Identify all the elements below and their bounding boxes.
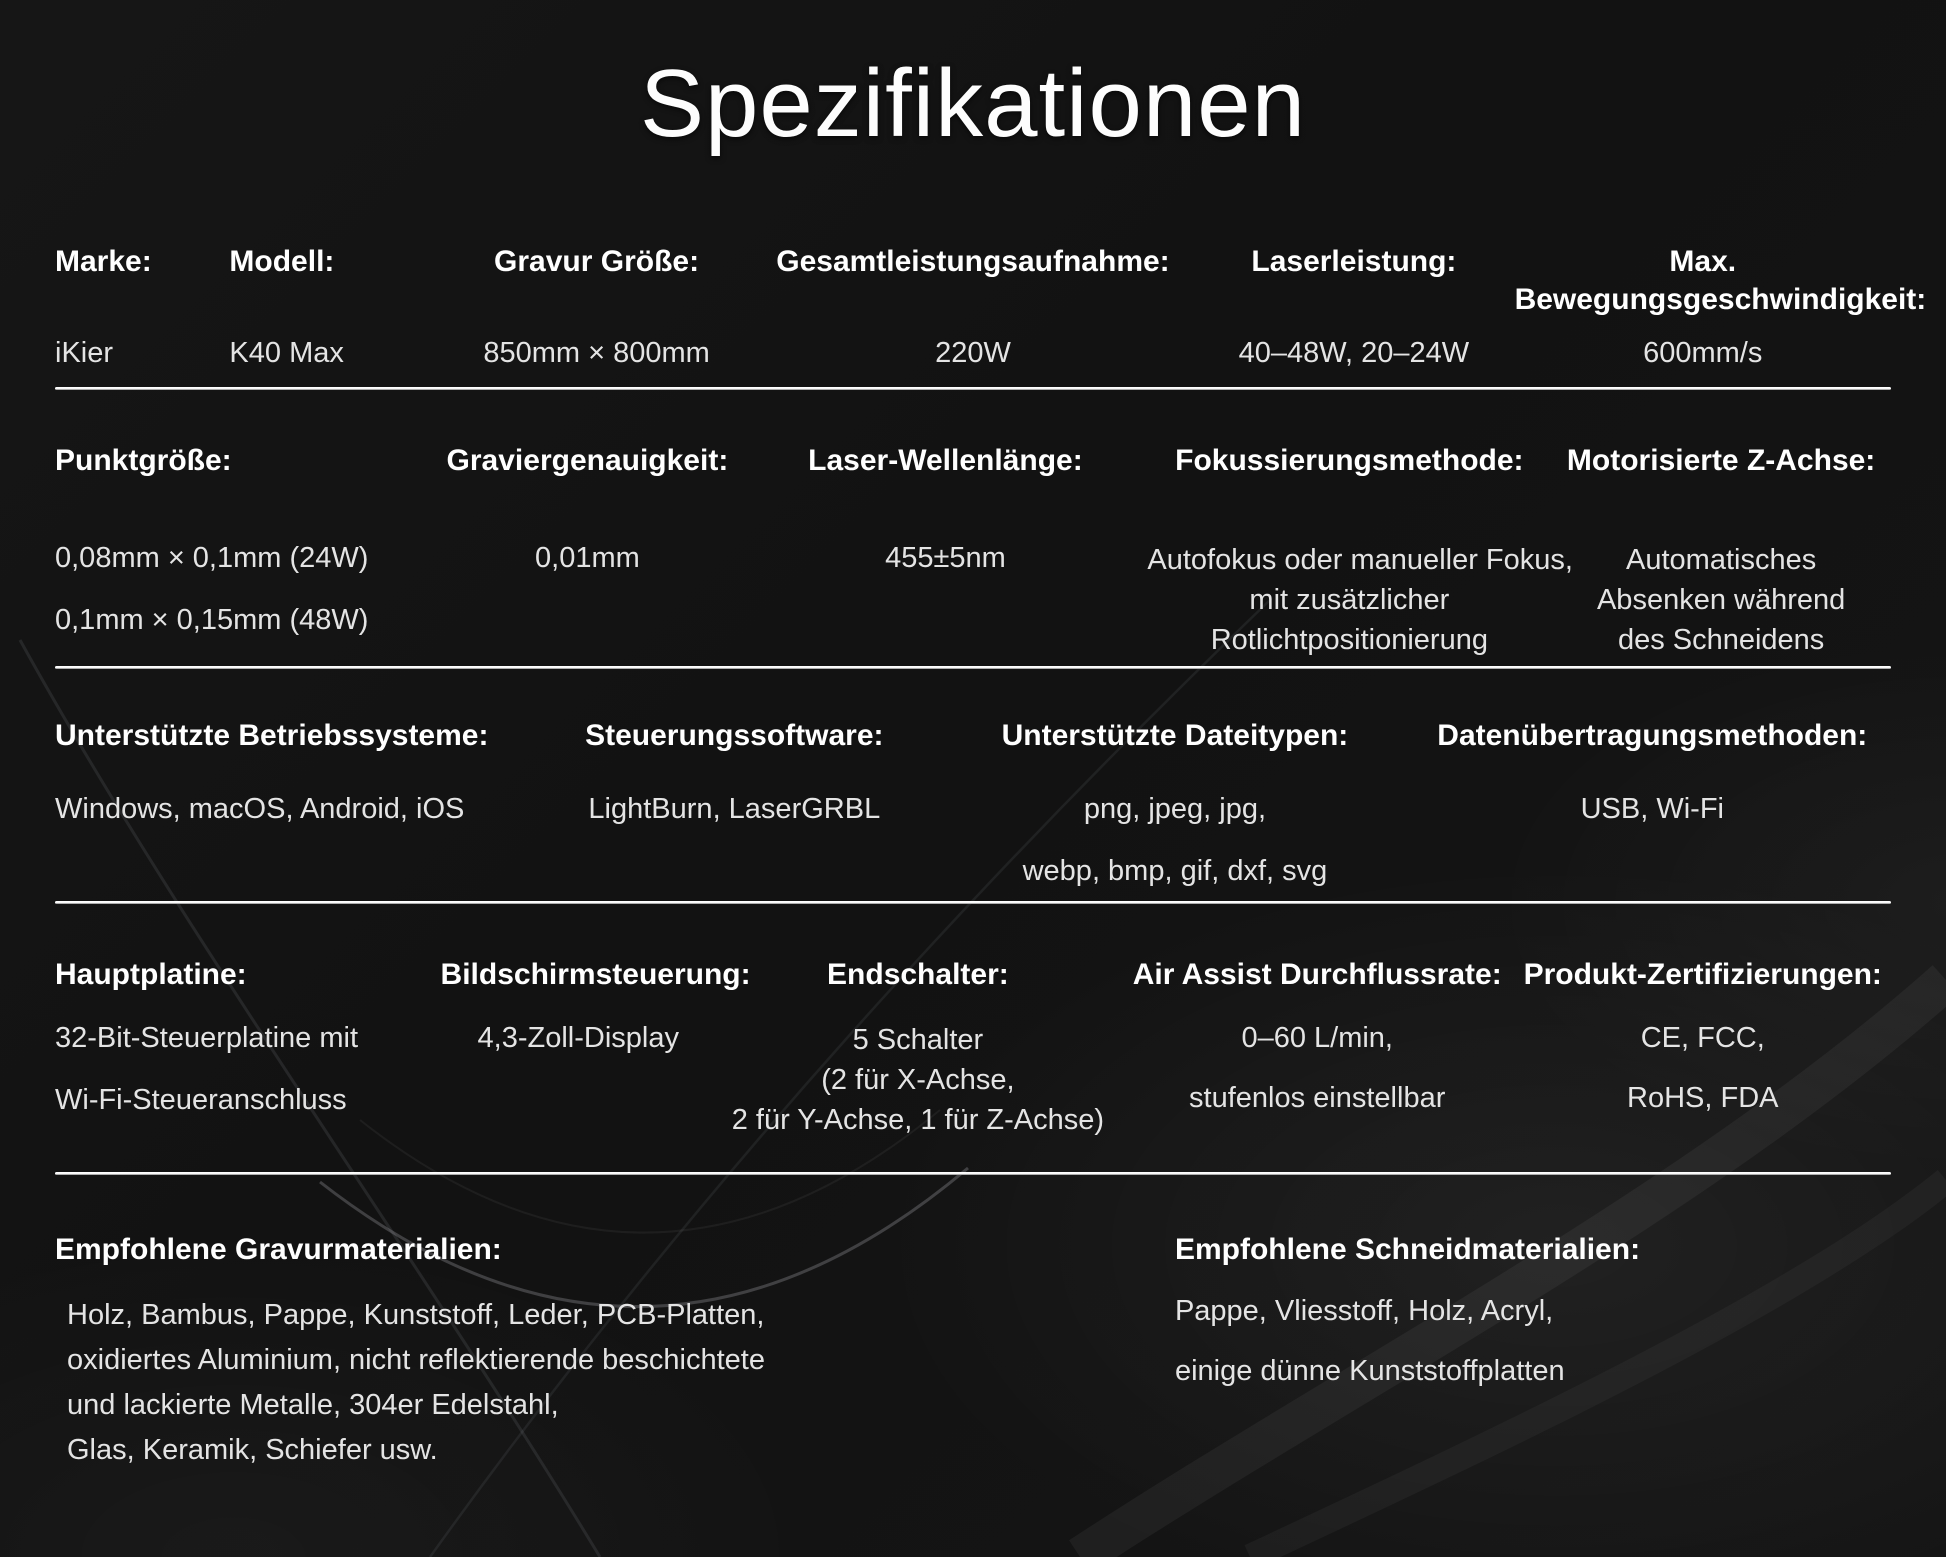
spec-label-endschalter: Endschalter:: [827, 957, 1009, 991]
spec-value-line: 0,08mm × 0,1mm (24W): [55, 541, 369, 574]
spec-value-line: LightBurn, LaserGRBL: [588, 792, 881, 825]
spec-row-software: [55, 717, 1891, 889]
spec-value-line: 220W: [935, 336, 1011, 369]
spec-value-line: Holz, Bambus, Pappe, Kunststoff, Leder, PCB-Platten,: [67, 1298, 765, 1331]
spec-value-bildschirmsteuerung: [441, 1020, 716, 1056]
section-divider: [55, 666, 1891, 669]
spec-value-line: stufenlos einstellbar: [1189, 1081, 1446, 1114]
spec-value-line: USB, Wi-Fi: [1580, 792, 1724, 825]
spec-value-schneidmaterialien: [1175, 1293, 1891, 1389]
spec-value-laserleistung: [1193, 335, 1514, 371]
spec-row-general: [55, 243, 1927, 371]
spec-label-gesamtleistungsaufnahme: Gesamtleistungsaufnahme:: [776, 244, 1170, 278]
spec-value-line: 2 für Y-Achse, 1 für Z-Achse): [731, 1103, 1105, 1136]
spec-value-line: Absenken während: [1596, 583, 1846, 616]
spec-label-graviergenauigkeit: Graviergenauigkeit:: [446, 443, 729, 477]
section-divider: [55, 1172, 1891, 1175]
spec-label-line: Max.: [1669, 244, 1737, 278]
spec-row-hardware: [55, 956, 1891, 1140]
spec-label-marke: Marke:: [55, 244, 152, 278]
spec-value-graviergenauigkeit: [431, 540, 743, 576]
spec-value-endschalter: [716, 1020, 1120, 1140]
spec-value-line: mit zusätzlicher: [1249, 583, 1450, 616]
spec-value-line: 600mm/s: [1643, 336, 1763, 369]
spec-value-line: 0,1mm × 0,15mm (48W): [55, 603, 369, 636]
spec-value-motorisierte-z-achse: [1551, 540, 1891, 660]
spec-value-line: RoHS, FDA: [1627, 1081, 1779, 1114]
spec-value-line: Automatisches: [1626, 543, 1817, 576]
spec-value-gesamtleistungsaufnahme: [753, 335, 1194, 371]
spec-label-dateitypen: Unterstützte Dateitypen:: [1001, 718, 1349, 752]
spec-value-line: iKier: [55, 336, 114, 369]
spec-value-line: Windows, macOS, Android, iOS: [55, 792, 465, 825]
spec-label-laserleistung: Laserleistung:: [1251, 244, 1457, 278]
spec-label-hauptplatine: Hauptplatine:: [55, 957, 247, 991]
spec-label-datenuebertragungsmethoden: Datenübertragungsmethoden:: [1437, 718, 1868, 752]
spec-value-line: und lackierte Metalle, 304er Edelstahl,: [67, 1388, 559, 1421]
spec-value-line: Wi-Fi-Steueranschluss: [55, 1083, 347, 1116]
spec-value-dateitypen: [936, 791, 1413, 889]
spec-value-line: Autofokus oder manueller Fokus,: [1147, 543, 1573, 576]
spec-value-line: einige dünne Kunststoffplatten: [1174, 1354, 1565, 1387]
spec-value-line: 5 Schalter: [852, 1023, 984, 1056]
spec-value-line: (2 für X-Achse,: [821, 1063, 1015, 1096]
spec-label-modell: Modell:: [229, 244, 335, 278]
spec-value-laser-wellenlaenge: [743, 540, 1147, 576]
spec-label-max-bewegungsgeschwindigkeit: [1514, 243, 1927, 319]
spec-value-line: 455±5nm: [885, 541, 1006, 574]
spec-value-fokussierungsmethode: [1147, 540, 1573, 660]
spec-value-line: 0–60 L/min,: [1241, 1021, 1393, 1054]
spec-value-datenuebertragungsmethoden: [1414, 791, 1891, 827]
spec-value-hauptplatine: [55, 1020, 441, 1118]
spec-value-gravurmaterialien: [55, 1293, 1175, 1473]
spec-label-gravur-groesse: Gravur Größe:: [494, 244, 700, 278]
spec-value-line: png, jpeg, jpg,: [1083, 792, 1267, 825]
spec-value-air-assist-durchflussrate: [1120, 1020, 1515, 1116]
spec-row-materialien: [55, 1231, 1891, 1473]
spec-value-line: 850mm × 800mm: [483, 336, 710, 369]
spec-value-line: Glas, Keramik, Schiefer usw.: [67, 1433, 438, 1466]
spec-label-air-assist-durchflussrate: Air Assist Durchflussrate:: [1132, 957, 1502, 991]
spec-value-line: K40 Max: [229, 336, 344, 369]
spec-value-betriebssysteme: [55, 791, 532, 827]
spec-label-laser-wellenlaenge: Laser-Wellenlänge:: [808, 443, 1083, 477]
spec-row-laser: [55, 442, 1891, 660]
spec-value-marke: [55, 335, 229, 371]
page-title: Spezifikationen: [639, 50, 1307, 157]
section-divider: [55, 901, 1891, 904]
spec-label-steuerungssoftware: Steuerungssoftware:: [585, 718, 884, 752]
spec-value-gravur-groesse: [441, 335, 753, 371]
spec-value-line: CE, FCC,: [1640, 1021, 1765, 1054]
spec-value-max-bewegungsgeschwindigkeit: [1515, 335, 1891, 371]
spec-label-bildschirmsteuerung: Bildschirmsteuerung:: [440, 957, 751, 991]
spec-value-line: Rotlichtpositionierung: [1210, 623, 1488, 656]
spec-value-line: 32-Bit-Steuerplatine mit: [55, 1021, 359, 1054]
spec-label-fokussierungsmethode: Fokussierungsmethode:: [1175, 443, 1524, 477]
spec-value-steuerungssoftware: [532, 791, 936, 827]
spec-value-produkt-zertifizierungen: [1515, 1020, 1891, 1116]
spec-value-line: 0,01mm: [535, 541, 640, 574]
spec-label-betriebssysteme: Unterstützte Betriebssysteme:: [55, 718, 489, 752]
spec-label-motorisierte-z-achse: Motorisierte Z-Achse:: [1566, 443, 1876, 477]
spec-label-line: Bewegungsgeschwindigkeit:: [1514, 282, 1927, 316]
spec-value-line: oxidiertes Aluminium, nicht reflektierende beschichtete: [67, 1343, 765, 1376]
spec-label-punktgroesse: Punktgröße:: [55, 443, 232, 477]
spec-value-line: Pappe, Vliesstoff, Holz, Acryl,: [1174, 1294, 1554, 1327]
spec-label-schneidmaterialien: Empfohlene Schneidmaterialien:: [1174, 1232, 1641, 1266]
spec-label-produkt-zertifizierungen: Produkt-Zertifizierungen:: [1523, 957, 1882, 991]
spec-value-line: webp, bmp, gif, dxf, svg: [1022, 854, 1328, 887]
spec-label-gravurmaterialien: Empfohlene Gravurmaterialien:: [55, 1232, 502, 1266]
section-divider: [55, 387, 1891, 390]
spec-value-line: des Schneidens: [1617, 623, 1825, 656]
spec-value-line: 40–48W, 20–24W: [1238, 336, 1470, 369]
spec-value-punktgroesse: [55, 540, 431, 638]
spec-value-line: 4,3-Zoll-Display: [477, 1021, 679, 1054]
spec-value-modell: [229, 335, 440, 371]
